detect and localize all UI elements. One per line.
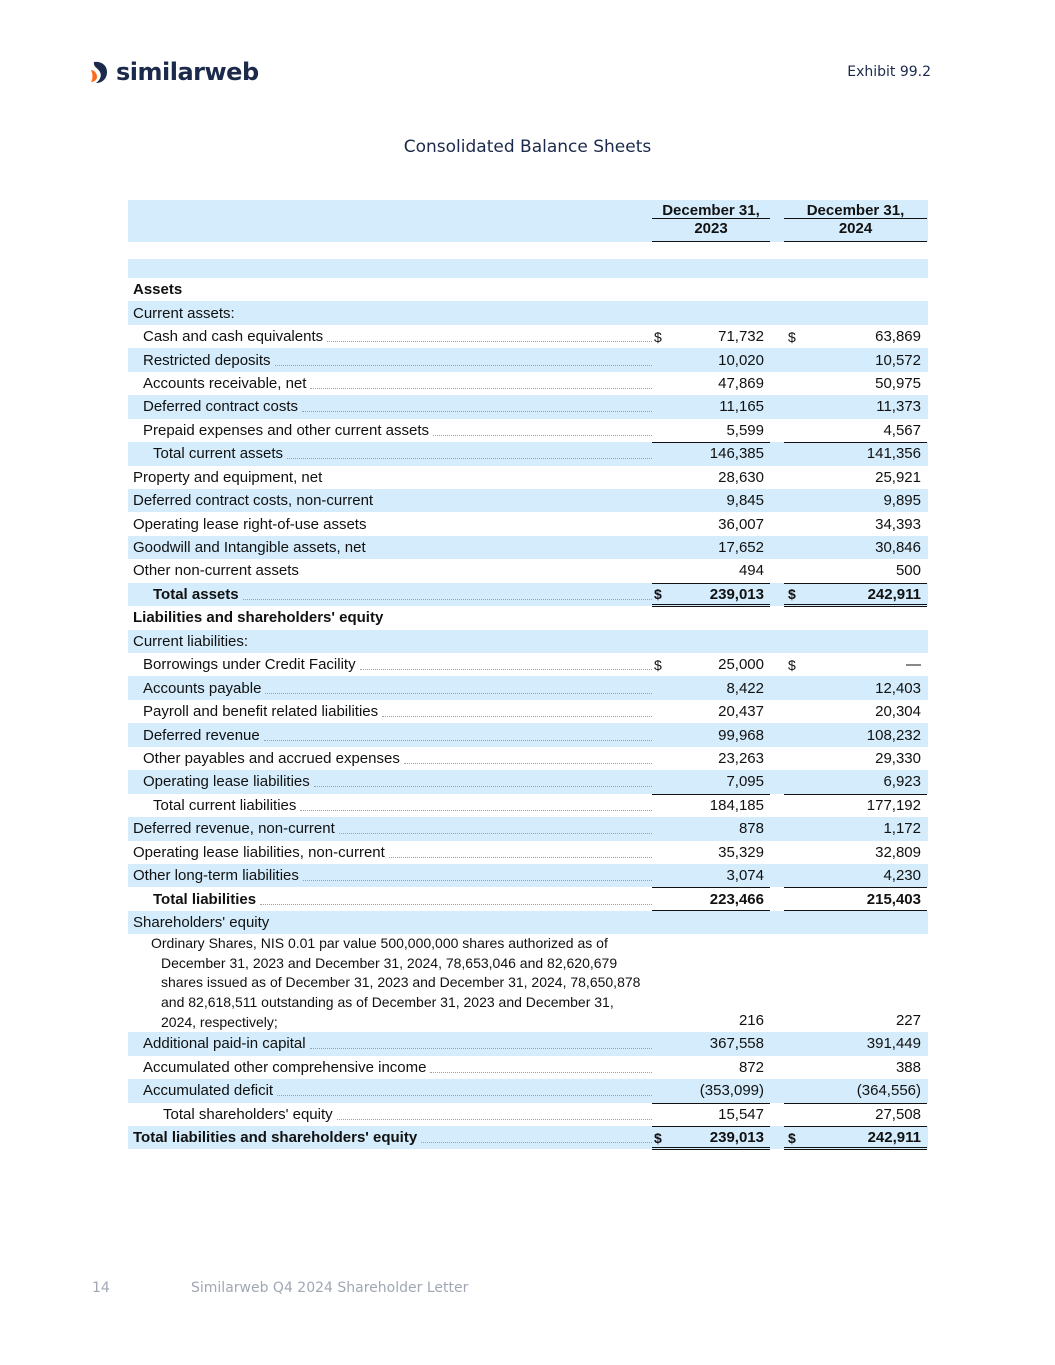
table-row	[128, 301, 928, 324]
value-2024: 215,403	[866, 890, 921, 908]
value-2023: 146,385	[709, 445, 764, 463]
value-2024: 32,809	[875, 843, 921, 861]
row-label	[133, 864, 652, 887]
dot-leader	[389, 857, 652, 858]
table-row	[128, 489, 928, 512]
table-row	[128, 653, 928, 676]
value-2023: 47,869	[718, 374, 764, 392]
similarweb-logo	[88, 58, 259, 86]
row-label-text: Shareholders' equity	[133, 914, 270, 932]
value-2023: 5,599	[726, 421, 764, 439]
table-row	[128, 887, 928, 910]
row-label	[133, 442, 652, 465]
dot-leader	[360, 669, 652, 670]
row-label	[133, 512, 652, 535]
row-label-text: Cash and cash equivalents	[143, 328, 324, 346]
currency-symbol-2023: $	[654, 1129, 662, 1146]
row-label-text: Borrowings under Credit Facility	[143, 656, 356, 674]
value-2023: 239,013	[709, 1129, 764, 1147]
value-2023: 3,074	[726, 867, 764, 885]
row-label	[133, 887, 652, 910]
value-2024: 29,330	[875, 749, 921, 767]
value-2023: 872	[738, 1058, 764, 1076]
column-header-2024-line2: 2024	[838, 220, 873, 237]
table-row	[128, 934, 928, 1032]
value-2024: 141,356	[866, 445, 921, 463]
currency-symbol-2023: $	[654, 656, 662, 673]
table-row	[128, 817, 928, 840]
value-2023: 35,329	[718, 843, 764, 861]
value-2023: 367,558	[709, 1035, 764, 1053]
row-label-text: Operating lease right-of-use assets	[133, 515, 367, 533]
similarweb-logo-icon	[88, 59, 110, 85]
table-row	[128, 630, 928, 653]
row-label	[133, 1079, 652, 1102]
dot-leader	[300, 810, 652, 811]
row-label-text: Other long-term liabilities	[133, 867, 299, 885]
row-label-text: Goodwill and Intangible assets, net	[133, 539, 366, 557]
currency-symbol-2024: $	[788, 656, 796, 673]
row-label	[133, 1103, 652, 1126]
value-2024: 388	[895, 1058, 921, 1076]
dot-leader	[310, 1048, 652, 1049]
dot-leader	[302, 411, 652, 412]
total-rule	[652, 794, 770, 795]
value-2023: 25,000	[718, 656, 764, 674]
value-2024: 25,921	[875, 468, 921, 486]
row-label	[133, 583, 652, 606]
table-header	[128, 200, 928, 242]
row-label-text: Accumulated other comprehensive income	[143, 1058, 427, 1076]
dot-leader	[314, 786, 652, 787]
row-label	[133, 817, 652, 840]
table-row	[128, 559, 928, 582]
row-label-text: Total shareholders' equity	[163, 1105, 333, 1123]
value-2024: 242,911	[867, 1129, 921, 1147]
row-label	[133, 723, 652, 746]
value-2024: —	[906, 656, 921, 674]
value-2023: (353,099)	[699, 1082, 764, 1100]
page-number: 14	[92, 1280, 110, 1296]
currency-symbol-2024: $	[788, 1129, 796, 1146]
header-rule	[652, 218, 770, 242]
table-body	[128, 278, 928, 1149]
total-rule	[784, 1126, 927, 1127]
currency-symbol-2024: $	[788, 586, 796, 603]
dot-leader	[404, 763, 652, 764]
row-label-text: Other non-current assets	[133, 562, 299, 580]
dot-leader	[260, 904, 652, 905]
dot-leader	[337, 1119, 652, 1120]
table-row	[128, 747, 928, 770]
row-label-text: Deferred revenue, non-current	[133, 820, 335, 838]
value-2024: 27,508	[875, 1105, 921, 1123]
table-row	[128, 1126, 928, 1149]
value-2024: 10,572	[875, 351, 921, 369]
table-row	[128, 348, 928, 371]
table-row	[128, 466, 928, 489]
value-2024: (364,556)	[856, 1082, 921, 1100]
row-label	[133, 325, 652, 348]
table-row	[128, 278, 928, 301]
row-label-text: Operating lease liabilities	[143, 773, 310, 791]
dot-leader	[265, 693, 652, 694]
row-label	[133, 372, 652, 395]
total-rule	[784, 794, 927, 795]
value-2023: 99,968	[718, 726, 764, 744]
header-rule	[784, 241, 927, 242]
row-label	[133, 489, 652, 512]
dot-leader	[303, 880, 652, 881]
dot-leader	[310, 388, 652, 389]
table-row	[128, 911, 928, 934]
row-label-text: Additional paid-in capital	[143, 1035, 306, 1053]
row-label-text: Total liabilities	[153, 890, 257, 908]
value-2023: 878	[738, 820, 764, 838]
dot-leader	[243, 599, 652, 600]
value-2024: 177,192	[866, 796, 921, 814]
row-label	[133, 466, 652, 489]
total-rule	[652, 1147, 770, 1150]
dot-leader	[382, 716, 652, 717]
row-label	[133, 395, 652, 418]
row-label-text: Total assets	[153, 585, 239, 603]
page-title: Consolidated Balance Sheets	[403, 137, 652, 157]
row-label-text: Other payables and accrued expenses	[143, 749, 400, 767]
table-row	[128, 676, 928, 699]
row-label	[133, 301, 652, 324]
table-row	[128, 325, 928, 348]
column-header-2024-line1: December 31,	[806, 202, 905, 219]
row-label	[133, 676, 652, 699]
total-rule	[652, 1126, 770, 1127]
value-2023: 8,422	[726, 679, 764, 697]
row-label-text: Deferred contract costs, non-current	[133, 492, 374, 510]
row-label	[133, 653, 652, 676]
total-rule	[784, 1147, 927, 1150]
row-label-text: Operating lease liabilities, non-current	[133, 843, 385, 861]
row-label	[133, 934, 648, 1032]
table-row	[128, 1079, 928, 1102]
dot-leader	[287, 458, 652, 459]
row-label-text: Assets	[133, 281, 183, 299]
total-rule	[652, 583, 770, 584]
row-label	[133, 1056, 652, 1079]
table-row	[128, 700, 928, 723]
row-label	[133, 348, 652, 371]
row-label	[133, 278, 652, 301]
total-rule	[784, 442, 927, 443]
row-label	[133, 419, 652, 442]
value-2023: 15,547	[718, 1105, 764, 1123]
header-band	[128, 259, 928, 278]
row-label-text: Payroll and benefit related liabilities	[143, 703, 379, 721]
value-2023: 20,437	[718, 703, 764, 721]
value-2023: 10,020	[718, 351, 764, 369]
value-2024: 6,923	[883, 773, 921, 791]
value-2024: 30,846	[875, 539, 921, 557]
row-label-text: Restricted deposits	[143, 351, 271, 369]
currency-symbol-2023: $	[654, 586, 662, 603]
value-2023: 17,652	[718, 539, 764, 557]
row-label	[133, 700, 652, 723]
value-2024: 50,975	[875, 374, 921, 392]
value-2023: 9,845	[726, 492, 764, 510]
dot-leader	[339, 833, 652, 834]
row-label	[133, 841, 652, 864]
table-row	[128, 583, 928, 606]
table-row	[128, 536, 928, 559]
value-2024: 227	[895, 1012, 921, 1030]
value-2024: 12,403	[875, 679, 921, 697]
currency-symbol-2024: $	[788, 328, 796, 345]
row-label-text: Accounts receivable, net	[143, 374, 307, 392]
row-label-text: Prepaid expenses and other current assets	[143, 421, 430, 439]
table-row	[128, 442, 928, 465]
row-label	[133, 630, 652, 653]
total-rule	[784, 887, 927, 888]
footer-text: Similarweb Q4 2024 Shareholder Letter	[191, 1280, 469, 1296]
dot-leader	[430, 1072, 652, 1073]
value-2024: 9,895	[883, 492, 921, 510]
value-2024: 500	[895, 562, 921, 580]
row-label	[133, 747, 652, 770]
column-header-2023-line1: December 31,	[662, 202, 760, 219]
row-label	[133, 911, 652, 934]
total-rule	[652, 1103, 770, 1104]
row-label	[133, 559, 652, 582]
value-2024: 20,304	[875, 703, 921, 721]
row-label	[133, 536, 652, 559]
total-rule	[652, 887, 770, 888]
value-2024: 242,911	[867, 585, 921, 603]
value-2023: 71,732	[718, 328, 764, 346]
dot-leader	[327, 341, 652, 342]
table-row	[128, 395, 928, 418]
table-row	[128, 770, 928, 793]
table-row	[128, 1032, 928, 1055]
row-label-text: Liabilities and shareholders' equity	[133, 609, 384, 627]
value-2024: 1,172	[883, 820, 921, 838]
row-label-text: Total current assets	[153, 445, 284, 463]
row-label	[133, 794, 652, 817]
table-row	[128, 723, 928, 746]
row-label-text: Deferred contract costs	[143, 398, 299, 416]
table-row	[128, 1103, 928, 1126]
value-2023: 184,185	[709, 796, 764, 814]
header-gap	[128, 242, 928, 259]
value-2023: 216	[738, 1012, 764, 1030]
dot-leader	[433, 435, 652, 436]
total-rule	[784, 583, 927, 584]
value-2023: 23,263	[718, 749, 764, 767]
table-row	[128, 372, 928, 395]
row-label-text: Current assets:	[133, 304, 235, 322]
table-row	[128, 419, 928, 442]
logo-text: similarweb	[116, 58, 259, 86]
row-label-text: Deferred revenue	[143, 726, 260, 744]
dot-leader	[275, 365, 652, 366]
value-2024: 63,869	[875, 328, 921, 346]
currency-symbol-2023: $	[654, 328, 662, 345]
total-rule	[652, 442, 770, 443]
row-label	[133, 606, 652, 629]
table-row	[128, 864, 928, 887]
table-row	[128, 606, 928, 629]
value-2024: 391,449	[866, 1035, 921, 1053]
table-row	[128, 512, 928, 535]
row-label-text: Ordinary Shares, NIS 0.01 par value 500,000,000 shares authorized as of December 31, 2023 and December 31, 2024, 78,653,046 and 82,620,679 shares issued as of December 31, 2023 and December 31, 2024, 78,650,878 and 82,618,511 outstanding as of December 31, 2023 and December 31, 2024, respectively;	[151, 935, 641, 1030]
value-2024: 11,373	[876, 398, 921, 416]
row-label-text: Current liabilities:	[133, 632, 249, 650]
value-2024: 4,230	[883, 867, 921, 885]
row-label-text: Property and equipment, net	[133, 468, 323, 486]
row-label	[133, 1126, 652, 1149]
header-rule	[784, 218, 927, 242]
value-2023: 494	[738, 562, 764, 580]
value-2024: 34,393	[875, 515, 921, 533]
row-label-text: Accumulated deficit	[143, 1082, 274, 1100]
column-header-2023-line2: 2023	[694, 220, 728, 237]
value-2023: 11,165	[719, 398, 764, 416]
row-label-text: Total liabilities and shareholders' equity	[133, 1129, 418, 1147]
row-label-text: Total current liabilities	[153, 796, 297, 814]
row-label	[133, 1032, 652, 1055]
table-row	[128, 841, 928, 864]
row-label-text: Accounts payable	[143, 679, 262, 697]
value-2023: 223,466	[709, 890, 764, 908]
table-row	[128, 794, 928, 817]
dot-leader	[421, 1142, 652, 1143]
value-2024: 108,232	[866, 726, 921, 744]
value-2023: 7,095	[726, 773, 764, 791]
balance-sheet-table	[128, 200, 928, 1149]
total-rule	[784, 1103, 927, 1104]
value-2024: 4,567	[883, 421, 921, 439]
value-2023: 239,013	[709, 585, 764, 603]
dot-leader	[277, 1095, 652, 1096]
dot-leader	[264, 740, 652, 741]
row-label	[133, 770, 652, 793]
table-row	[128, 1056, 928, 1079]
value-2023: 28,630	[718, 468, 764, 486]
exhibit-label: Exhibit 99.2	[847, 64, 931, 80]
header-rule	[652, 241, 770, 242]
value-2023: 36,007	[718, 515, 764, 533]
